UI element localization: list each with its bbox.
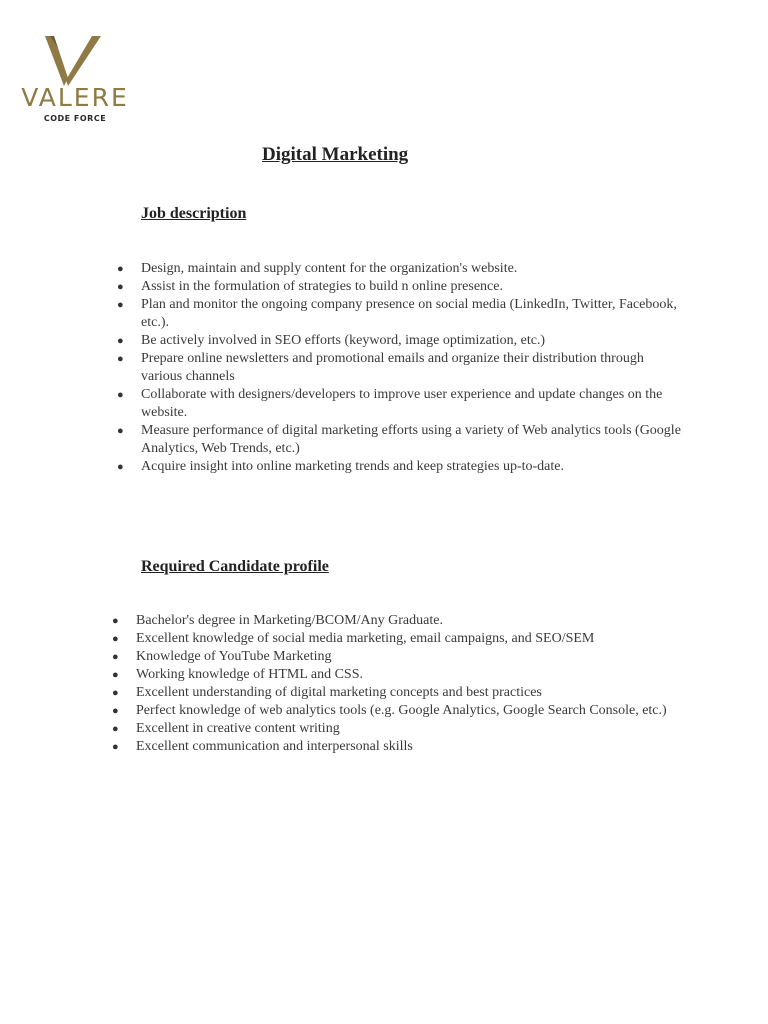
list-item-text: Collaborate with designers/developers to improve user experience and update changes on the website. (141, 387, 663, 420)
list-item (117, 458, 681, 476)
bullet-icon: ● (117, 335, 124, 347)
list-item (117, 278, 681, 296)
list-item (112, 648, 686, 666)
document-title: Digital Marketing (262, 144, 409, 165)
bullet-icon: ● (112, 669, 119, 681)
list-item-text: Excellent communication and interpersonal skills (136, 739, 413, 754)
list-item (112, 702, 686, 720)
bullet-icon: ● (112, 741, 119, 753)
list-item (117, 350, 681, 386)
list-item (112, 738, 686, 756)
candidate-profile-heading: Required Candidate profile (141, 558, 329, 575)
list-item (117, 260, 681, 278)
list-item-text: Prepare online newsletters and promotional emails and organize their distribution through various channels (141, 351, 644, 384)
list-item-text: Working knowledge of HTML and CSS. (136, 667, 364, 682)
bullet-icon: ● (117, 281, 124, 293)
list-item-text: Bachelor's degree in Marketing/BCOM/Any Graduate. (136, 613, 443, 628)
bullet-icon: ● (117, 299, 124, 311)
bullet-icon: ● (117, 389, 124, 401)
job-description-heading: Job description (141, 205, 247, 222)
list-item-text: Perfect knowledge of web analytics tools (e.g. Google Analytics, Google Search Console, etc.) (136, 703, 667, 718)
list-item (117, 386, 681, 422)
logo-wordmark: VALERE (21, 83, 129, 112)
list-item-text: Excellent knowledge of social media marketing, email campaigns, and SEO/SEM (136, 631, 595, 646)
list-item (117, 422, 681, 458)
bullet-icon: ● (112, 723, 119, 735)
list-item (112, 666, 686, 684)
job-description-list (117, 260, 681, 476)
bullet-icon: ● (112, 615, 119, 627)
list-item-text: Design, maintain and supply content for the organization's website. (141, 261, 518, 276)
list-item-text: Excellent understanding of digital marketing concepts and best practices (136, 685, 542, 700)
list-item (112, 720, 686, 738)
list-item-text: Excellent in creative content writing (136, 721, 340, 736)
logo-tagline: CODE FORCE (43, 114, 107, 123)
list-item-text: Assist in the formulation of strategies to build n online presence. (141, 279, 503, 294)
list-item (112, 630, 686, 648)
candidate-profile-list (112, 612, 686, 756)
list-item-text: Plan and monitor the ongoing company presence on social media (LinkedIn, Twitter, Facebook, etc.). (141, 297, 677, 330)
list-item (117, 296, 681, 332)
list-item-text: Acquire insight into online marketing trends and keep strategies up-to-date. (141, 459, 564, 474)
bullet-icon: ● (117, 425, 124, 437)
list-item-text: Knowledge of YouTube Marketing (136, 649, 332, 664)
bullet-icon: ● (117, 353, 124, 365)
list-item (112, 612, 686, 630)
list-item (112, 684, 686, 702)
list-item (117, 332, 681, 350)
bullet-icon: ● (117, 263, 124, 275)
bullet-icon: ● (112, 633, 119, 645)
list-item-text: Measure performance of digital marketing efforts using a variety of Web analytics tools (Google Analytics, Web Trends, etc.) (141, 423, 681, 456)
bullet-icon: ● (112, 651, 119, 663)
bullet-icon: ● (112, 705, 119, 717)
list-item-text: Be actively involved in SEO efforts (keyword, image optimization, etc.) (141, 333, 546, 348)
bullet-icon: ● (117, 461, 124, 473)
company-logo (10, 34, 140, 126)
bullet-icon: ● (112, 687, 119, 699)
